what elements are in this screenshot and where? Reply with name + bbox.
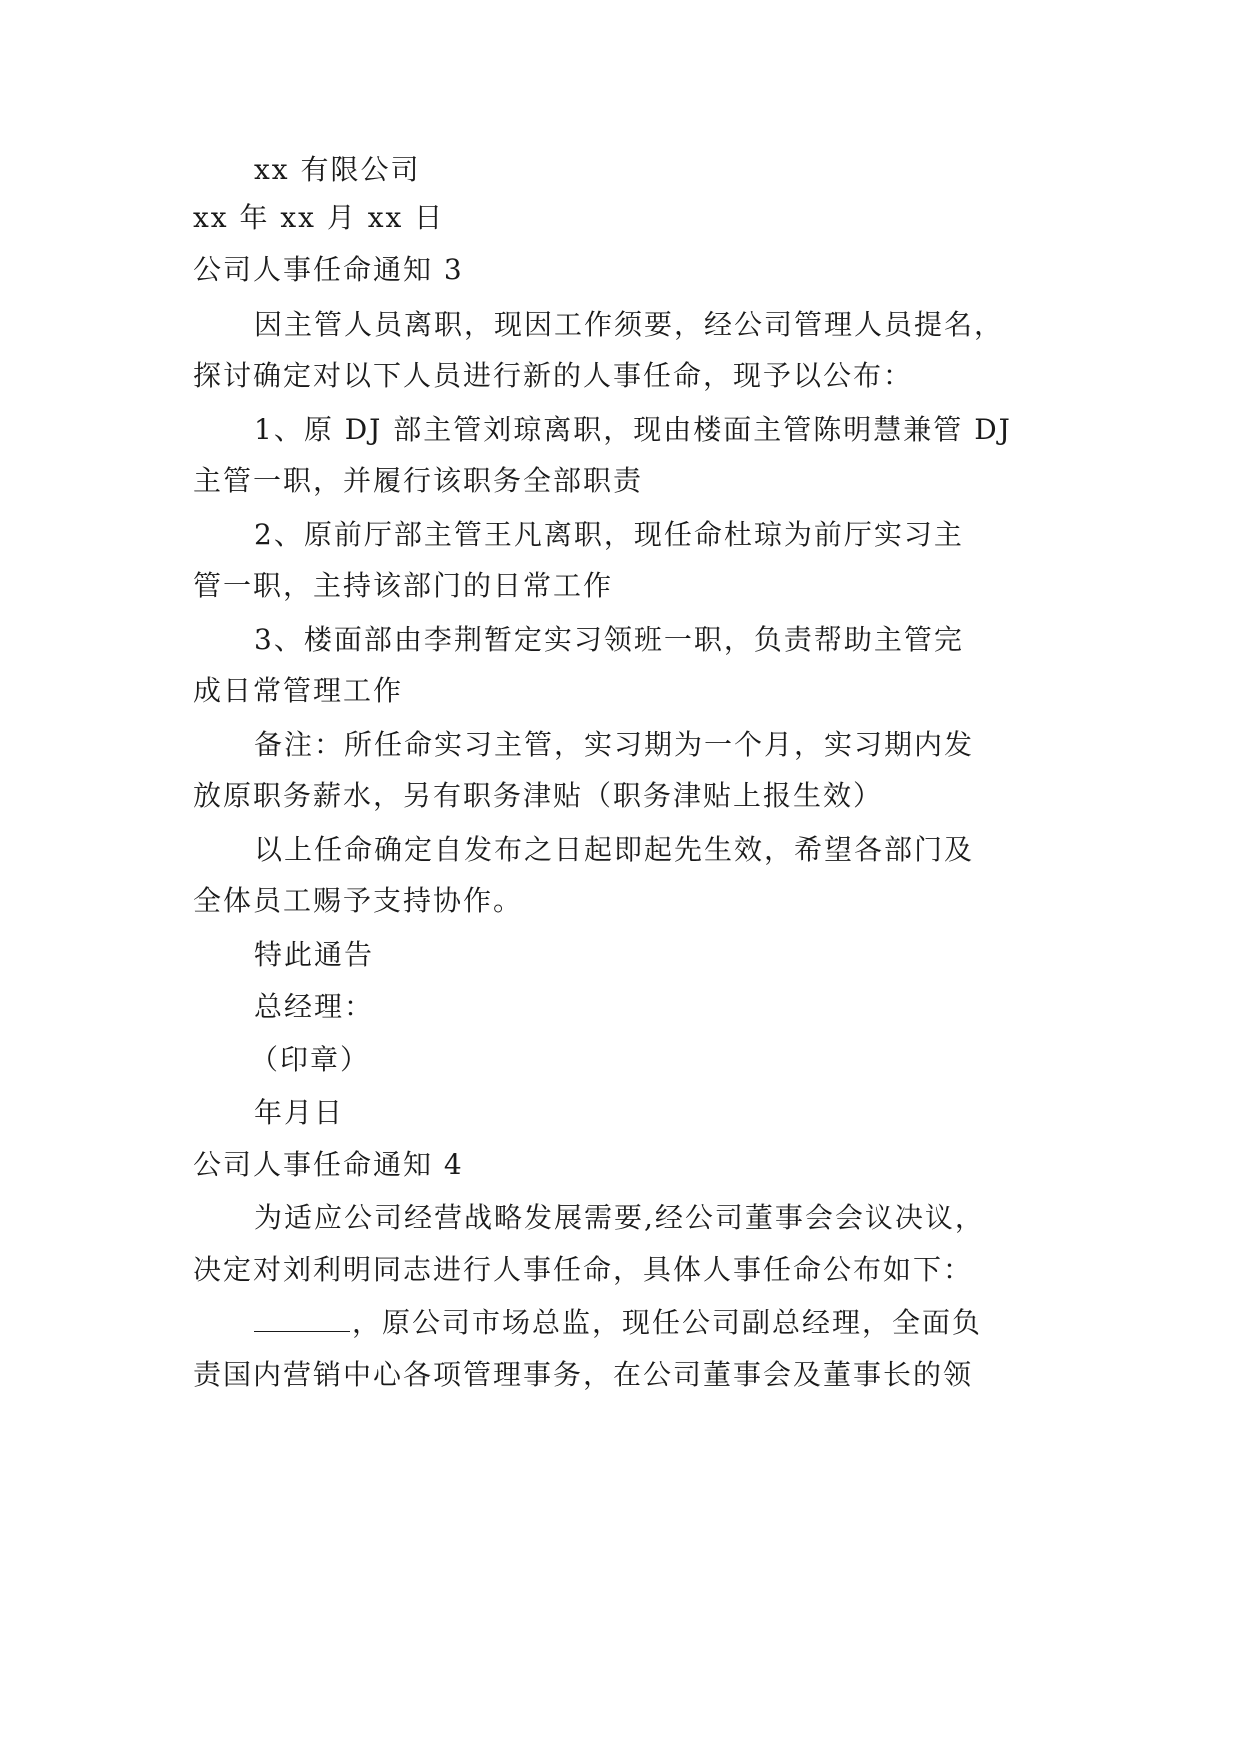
notice3-item1-line2: 主管一职，并履行该职务全部职责 xyxy=(193,464,644,497)
notice3-note-line1: 备注：所任命实习主管，实习期为一个月，实习期内发 xyxy=(254,728,975,761)
name-blank xyxy=(254,1311,350,1332)
notice3-item3-line1: 3、楼面部由李荆暂定实习领班一职，负责帮助主管完 xyxy=(254,623,964,656)
notice3-note-line2: 放原职务薪水，另有职务津贴（职务津贴上报生效） xyxy=(193,779,884,812)
notice4-intro-line1: 为适应公司经营战略发展需要,经公司董事会会议决议， xyxy=(254,1201,985,1234)
company-name: xx 有限公司 xyxy=(254,153,421,186)
notice3-item3-line2: 成日常管理工作 xyxy=(193,674,404,707)
notice4-item-line2: 责国内营销中心各项管理事务，在公司董事会及董事长的领 xyxy=(193,1358,974,1391)
notice3-item1-line1: 1、原 DJ 部主管刘琼离职，现由楼面主管陈明慧兼管 DJ xyxy=(254,413,1012,446)
notice3-item2-line1: 2、原前厅部主管王凡离职，现任命杜琼为前厅实习主 xyxy=(254,518,964,551)
notice3-intro-line1: 因主管人员离职，现因工作须要，经公司管理人员提名， xyxy=(254,308,1005,341)
notice4-intro-line2: 决定对刘利明同志进行人事任命，具体人事任命公布如下： xyxy=(193,1253,974,1286)
notice4-item-line1 xyxy=(254,1303,982,1343)
notice3-closing: 特此通告 xyxy=(254,938,375,971)
notice3-item2-line2: 管一职，主持该部门的日常工作 xyxy=(193,569,614,602)
notice3-effective-line1: 以上任命确定自发布之日起即起先生效，希望各部门及 xyxy=(254,833,975,866)
notice3-intro-line2: 探讨确定对以下人员进行新的人事任命，现予以公布： xyxy=(193,359,914,392)
notice4-heading: 公司人事任命通知 4 xyxy=(193,1148,464,1181)
notice3-date-blank: 年月日 xyxy=(254,1096,345,1129)
notice4-item-line1-text: ，原公司市场总监，现任公司副总经理，全面负 xyxy=(352,1306,983,1339)
notice3-heading: 公司人事任命通知 3 xyxy=(193,253,464,286)
notice3-seal: （印章） xyxy=(250,1043,371,1076)
notice3-effective-line2: 全体员工赐予支持协作。 xyxy=(193,884,524,917)
issue-date: xx 年 xx 月 xx 日 xyxy=(193,201,445,234)
notice3-gm-label: 总经理： xyxy=(254,990,375,1023)
